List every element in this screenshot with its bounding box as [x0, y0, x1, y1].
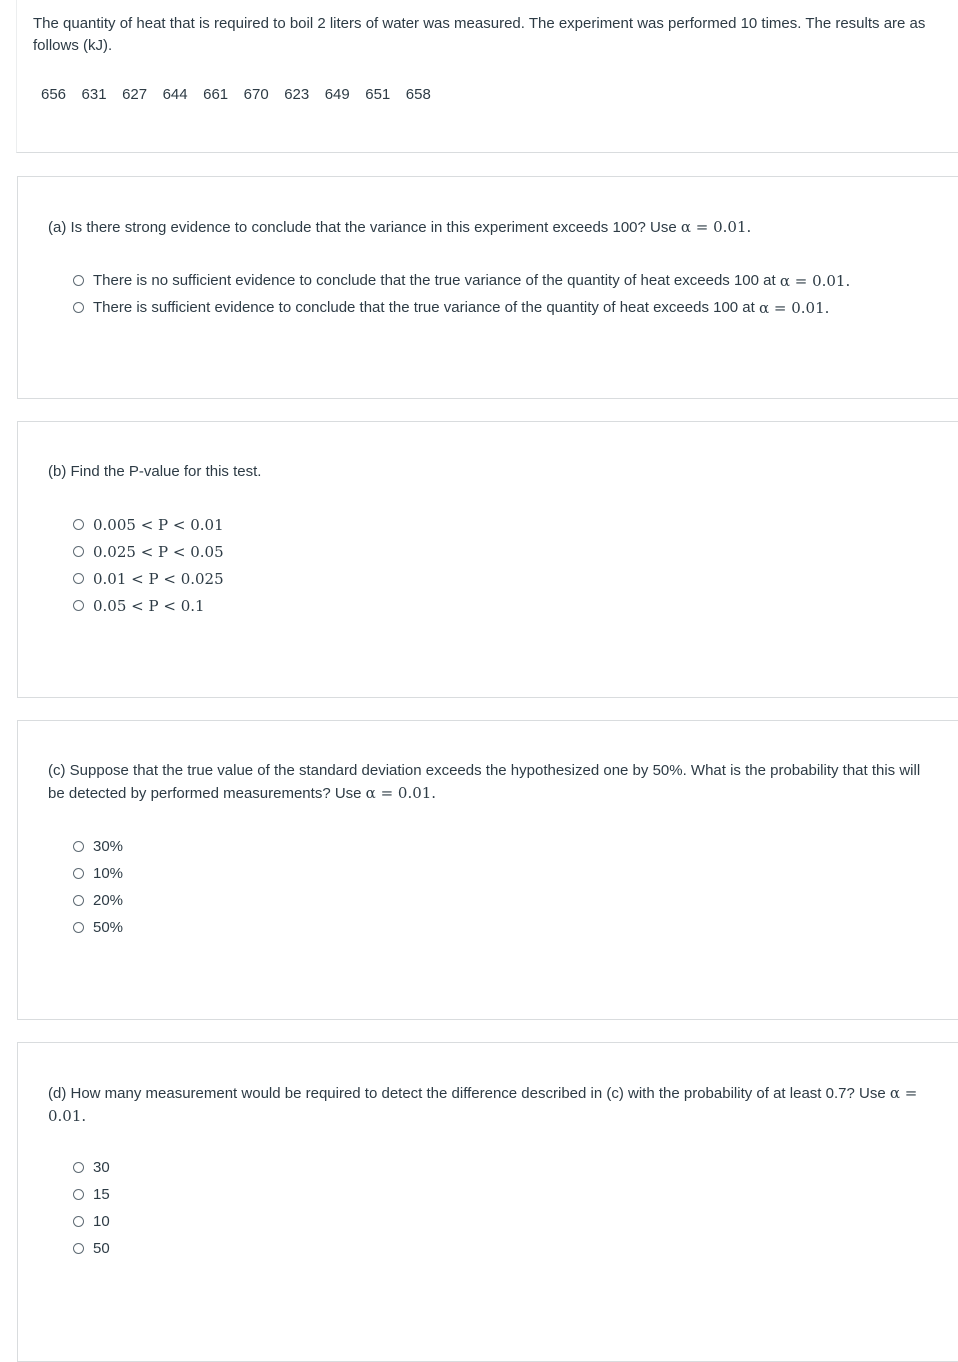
question-a [48, 216, 938, 239]
data-values [41, 86, 446, 103]
option-label: 10% [93, 865, 124, 882]
options-a [73, 267, 850, 321]
data-value: 670 [243, 86, 269, 103]
option-c-2[interactable] [73, 860, 123, 887]
radio-button[interactable] [73, 1189, 84, 1200]
data-value: 644 [162, 86, 188, 103]
data-value: 623 [284, 86, 310, 103]
options-b [73, 511, 224, 619]
radio-button[interactable] [73, 1216, 84, 1227]
option-a-1[interactable] [73, 267, 850, 294]
option-label: 50 [93, 1240, 110, 1257]
option-label: 30 [93, 1159, 110, 1176]
data-value: 661 [203, 86, 229, 103]
data-value: 631 [81, 86, 107, 103]
option-label: 10 [93, 1213, 110, 1230]
option-a-2[interactable] [73, 294, 850, 321]
intro-card [16, 0, 958, 153]
option-b-3[interactable] [73, 565, 224, 592]
option-d-4[interactable] [73, 1235, 110, 1262]
option-b-2[interactable] [73, 538, 224, 565]
radio-button[interactable] [73, 895, 84, 906]
options-d [73, 1154, 110, 1262]
question-card-a [17, 176, 958, 399]
radio-button[interactable] [73, 1162, 84, 1173]
data-value: 651 [365, 86, 391, 103]
question-c [48, 760, 938, 805]
question-c-alpha: α = 0.01. [365, 784, 437, 802]
radio-button[interactable] [73, 519, 84, 530]
option-math: α = 0.01. [758, 298, 830, 317]
option-math: α = 0.01. [779, 271, 851, 290]
option-c-3[interactable] [73, 887, 123, 914]
option-label: 30% [93, 838, 124, 855]
option-label: There is no sufficient evidence to conclude that the true variance of the quantity of heat exceeds 100 at [93, 272, 776, 289]
option-d-1[interactable] [73, 1154, 110, 1181]
question-d [48, 1082, 938, 1128]
option-label: 0.025 < P < 0.05 [93, 542, 224, 561]
intro-text: The quantity of heat that is required to boil 2 liters of water was measured. The experiment was performed 10 times. The results are as follows (kJ). [33, 15, 926, 54]
option-label: 50% [93, 919, 124, 936]
radio-button[interactable] [73, 275, 84, 286]
option-d-2[interactable] [73, 1181, 110, 1208]
radio-button[interactable] [73, 600, 84, 611]
question-b: (b) Find the P-value for this test. [48, 463, 262, 480]
data-value: 627 [122, 86, 148, 103]
radio-button[interactable] [73, 868, 84, 879]
question-card-c [17, 720, 958, 1020]
option-label: 0.005 < P < 0.01 [93, 515, 224, 534]
radio-button[interactable] [73, 922, 84, 933]
question-d-text: (d) How many measurement would be required to detect the difference described in (c) with the probability of at least 0.7? Use [48, 1085, 886, 1102]
options-c [73, 833, 123, 941]
question-card-d [17, 1042, 958, 1362]
option-label: 0.01 < P < 0.025 [93, 569, 224, 588]
option-c-4[interactable] [73, 914, 123, 941]
data-value: 649 [324, 86, 350, 103]
option-b-4[interactable] [73, 592, 224, 619]
radio-button[interactable] [73, 573, 84, 584]
radio-button[interactable] [73, 841, 84, 852]
radio-button[interactable] [73, 1243, 84, 1254]
question-d-alpha: α = 0.01. [48, 1084, 918, 1125]
question-a-alpha: α = 0.01. [680, 218, 752, 236]
option-label: 20% [93, 892, 124, 909]
question-card-b [17, 421, 958, 698]
data-value: 658 [405, 86, 431, 103]
option-label: There is sufficient evidence to conclude that the true variance of the quantity of heat exceeds 100 at [93, 299, 755, 316]
option-label: 0.05 < P < 0.1 [93, 596, 205, 615]
option-b-1[interactable] [73, 511, 224, 538]
question-c-text: (c) Suppose that the true value of the standard deviation exceeds the hypothesized one by 50%. What is the probability that this will be detected by performed measurements? Use [48, 762, 921, 802]
option-d-3[interactable] [73, 1208, 110, 1235]
data-value: 656 [41, 86, 67, 103]
option-label: 15 [93, 1186, 110, 1203]
radio-button[interactable] [73, 302, 84, 313]
option-c-1[interactable] [73, 833, 123, 860]
question-a-text: (a) Is there strong evidence to conclude that the variance in this experiment exceeds 100? Use [48, 219, 677, 236]
radio-button[interactable] [73, 546, 84, 557]
